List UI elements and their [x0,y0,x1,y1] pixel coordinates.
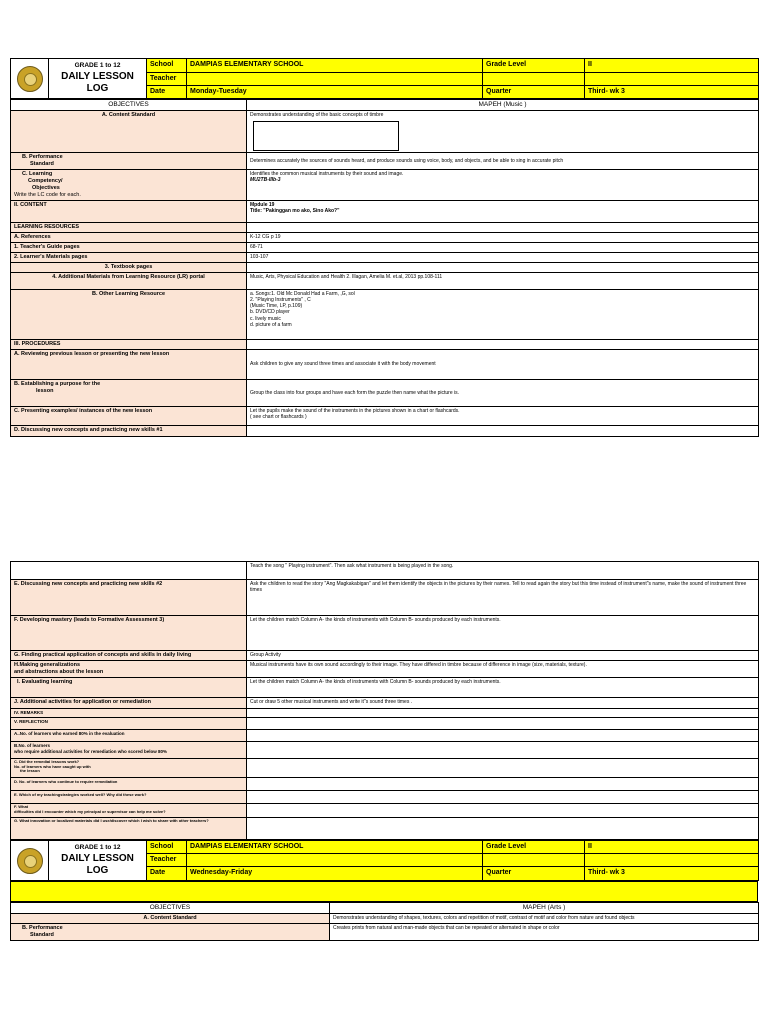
module-title: Title: "Pakinggan mo ako, Sino Ako?" [250,207,340,214]
resource-line: b. DVD/CD player [250,309,290,316]
title-line-1: DAILY LESSON [61,70,134,82]
date-label: Date [147,867,187,881]
procedure-a-value: Ask children to give any sound three times and associate it with the body movement [247,349,759,379]
empty-cell [11,882,758,902]
procedure-b-label [11,379,247,406]
competency-label-line-4: Write the LC code for each. [14,191,81,198]
procedure-b-label-line-2: lesson [36,387,54,394]
procedure-d-value-continued: Teach the song " Playing instrument". Then ask what instrument is being played in the song. [247,562,759,580]
quarter-label: Quarter [483,867,585,881]
school-value: DAMPIAS ELEMENTARY SCHOOL [187,841,483,854]
procedure-c-label: C. Presenting examples/ instances of the new lesson [11,406,247,425]
reflection-f-line-2: difficulties did I encounter which my principal or supervisor can help me solve? [14,808,166,814]
reflection-c-line-3: the lesson [20,768,40,774]
teachers-guide-value: 68-71 [247,242,759,252]
procedure-j-label: J. Additional activities for application or remediation [11,698,247,709]
procedure-h-label-line-2: and abstractions about the lesson [14,668,104,675]
date-value: Wednesday-Friday [187,867,483,881]
reflection-g-label: G. What innovation or localized materials did I use/discover which I wish to share with other teachers? [11,818,247,840]
empty-cell [247,718,759,730]
blank-box [253,121,399,151]
reflection-label: V. REFLECTION [11,718,247,730]
competency-text: Identifies the common musical instruments by their sound and image. [250,171,404,178]
procedure-d-value [247,425,759,436]
resource-line: d. picture of a farm [250,321,292,328]
other-resources-value [247,289,759,339]
grade-level-label: Grade Level [483,59,585,73]
references-value: K-12 CG p 19 [247,232,759,242]
grade-level-value: II [585,59,759,73]
quarter-value: Third- wk 3 [585,867,759,881]
title-line-2: LOG [86,864,109,876]
empty-cell [247,818,759,840]
procedure-f-value: Let the children match Column A- the kinds of instruments with Column B- sounds produced by each instruments. [247,616,759,651]
competency-code: MU2TB-IIIb-3 [250,177,281,184]
grade-level-value: II [585,841,759,854]
teacher-label: Teacher [147,73,187,86]
procedure-i-label: I. Evaluating learning [11,678,247,698]
grade-range: GRADE 1 to 12 [74,62,121,70]
log-title [49,841,147,881]
procedures-table-2 [10,561,759,840]
title-line-1: DAILY LESSON [61,852,134,864]
objectives-heading: OBJECTIVES [11,903,330,914]
school-value: DAMPIAS ELEMENTARY SCHOOL [187,59,483,73]
competency-label-line-2: Competency/ [28,178,63,184]
reflection-c-line-2: No. of learners who have caught up with [14,763,91,769]
lesson-log-page-1 [10,58,758,437]
empty-cell [247,759,759,778]
procedure-a-label: A. Reviewing previous lesson or presenting the new lesson [11,349,247,379]
procedure-h-value: Musical instruments have its own sound accordingly to their image. They have differed in timbre because of difference in image (size, materials, texture). [247,661,759,678]
content-standard-value [247,111,759,153]
teacher-value [187,854,483,867]
performance-label-line-2: Standard [30,932,54,938]
date-label: Date [147,86,187,99]
procedure-c-line-2: ( see chart or flashcards ) [250,413,307,420]
module-label: Mpdule 19 [250,201,275,208]
header-table-2 [10,840,759,881]
content-standard-text: Demonstrates understanding of the basic concepts of timbre [250,112,384,119]
procedure-c-value [247,406,759,425]
reflection-b-line-2: who require additional activities for remediation who scored below 80% [14,748,168,754]
teachers-guide-label: 1. Teacher's Guide pages [11,242,247,252]
school-seal-logo [11,59,49,99]
procedures-label: III. PROCEDURES [11,339,247,349]
performance-label-line-2: Standard [30,161,54,168]
learners-materials-label: 2. Learner's Materials pages [11,252,247,262]
subject-heading: MAPEH (Arts ) [330,903,759,914]
procedure-c-line-1: Let the pupils make the sound of the instruments in the pictures shown in a chart or flashcards. [250,407,460,414]
procedure-h-label-line-1: H.Making generalizations [14,662,81,668]
lesson-log-page-2 [10,561,758,941]
teacher-value [187,73,483,86]
teacher-label: Teacher [147,854,187,867]
grade-range: GRADE 1 to 12 [74,844,121,852]
learning-resources-label: LEARNING RESOURCES [11,222,247,232]
competency-value [247,170,759,201]
reflection-e-label: E. Which of my teachingstrategies worked well? Why did these work? [11,791,247,804]
content-standard-label: A. Content Standard [11,914,330,924]
objectives-heading: OBJECTIVES [11,100,247,111]
quarter-value: Third- wk 3 [585,86,759,99]
performance-label-line-1: B. Performance [22,925,63,932]
school-label: School [147,59,187,73]
reflection-b-line-1: B.No. of learners [14,743,51,748]
reflection-b-label [11,742,247,759]
resource-line: c. lively music [250,315,281,322]
reflection-f-line-1: F. What [14,804,28,809]
empty-cell [247,778,759,791]
competency-label [11,170,247,201]
reflection-c-line-1: C. Did the remedial lessons work? [14,759,80,764]
textbook-pages-label: 3. Textbook pages [11,262,247,272]
learners-materials-value: 103-107 [247,252,759,262]
quarter-label: Quarter [483,86,585,99]
procedure-g-label: G. Finding practical application of concepts and skills in daily living [11,651,247,661]
empty-cell [585,73,759,86]
procedure-d-label: D. Discussing new concepts and practicing new skills #1 [11,425,247,436]
resource-line: a. Songs:1. Old Mc Donald Had a Farm, ,G, sol [250,290,355,297]
other-resources-label: B. Other Learning Resource [11,289,247,339]
empty-cell [247,742,759,759]
objectives-table-1 [10,99,759,437]
procedure-b-value: Group the class into four groups and have each form the puzzle then name what the picture is. [247,379,759,406]
empty-cell [483,73,585,86]
content-standard-label: A. Content Standard [11,111,247,153]
procedure-b-label-line-1: B. Establishing a purpose for the [14,380,101,387]
performance-standard-label [11,924,330,941]
header-table-1 [10,58,759,99]
performance-standard-label [11,153,247,170]
procedure-i-value: Let the children match Column A- the kinds of instruments with Column B- sounds produced by each instruments. [247,678,759,698]
log-title [49,59,147,99]
empty-cell [247,222,759,232]
reflection-a-label: A..No. of learners who earned 80% in the evaluation [11,730,247,742]
performance-standard-value: Creates prints from natural and man-made objects that can be repeated or alternated in shape or color [330,924,759,941]
procedure-h-label [11,661,247,678]
reflection-f-label [11,804,247,818]
title-line-2: LOG [86,82,109,94]
empty-cell [483,854,585,867]
performance-standard-value: Determines accurately the sources of sounds heard, and produce sounds using voice, body, and objects, and be able to sing in accurate pitch [247,153,759,170]
performance-label-line-1: B. Performance [22,154,63,161]
reflection-d-label: D. No. of learners who continue to require remediation [11,778,247,791]
textbook-pages-value [247,262,759,272]
lr-portal-label: 4. Additional Materials from Learning Resource (LR) portal [11,272,247,289]
procedure-e-label: E. Discussing new concepts and practicing new skills #2 [11,580,247,616]
content-standard-value: Demonstrates understanding of shapes, textures, colors and repetition of motif, contrast of motif and color from nature and found objects [330,914,759,924]
empty-cell [247,730,759,742]
date-value: Monday-Tuesday [187,86,483,99]
remarks-label: IV. REMARKS [11,709,247,718]
empty-cell [247,339,759,349]
empty-cell [247,804,759,818]
references-label: A. References [11,232,247,242]
competency-label-line-3: Objectives [32,184,60,191]
subject-heading: MAPEH (Music ) [247,100,759,111]
procedure-j-value: Cut or draw 5 other musical instruments and write it"s sound three times . [247,698,759,709]
lr-portal-value: Music, Arts, Physical Education and Health 2. Illagan, Amelia M. et.al, 2013 pp.108-111 [247,272,759,289]
procedure-e-value: Ask the children to read the story "Ang Magkakabigan" and let them identify the objects in the pictures by their names. Tell to read again the story but this time instead of instrument"s name, make the sound of instrument three times [247,580,759,616]
procedure-f-label: F. Developing mastery (leads to Formative Assessment 3) [11,616,247,651]
procedure-g-value: Group Activity [247,651,759,661]
yellow-band [10,881,758,902]
school-seal-logo [11,841,49,881]
empty-cell [247,791,759,804]
grade-level-label: Grade Level [483,841,585,854]
competency-label-line-1: C. Learning [22,171,53,178]
resource-line: (Music Time, LP, p.109) [250,303,303,310]
empty-cell [247,709,759,718]
empty-cell [11,562,247,580]
objectives-table-2 [10,902,759,941]
resource-line: 2. "Playing Instruments" , C [250,296,311,303]
empty-cell [585,854,759,867]
school-label: School [147,841,187,854]
content-value [247,200,759,222]
reflection-c-label [11,759,247,778]
content-label: II. CONTENT [11,200,247,222]
